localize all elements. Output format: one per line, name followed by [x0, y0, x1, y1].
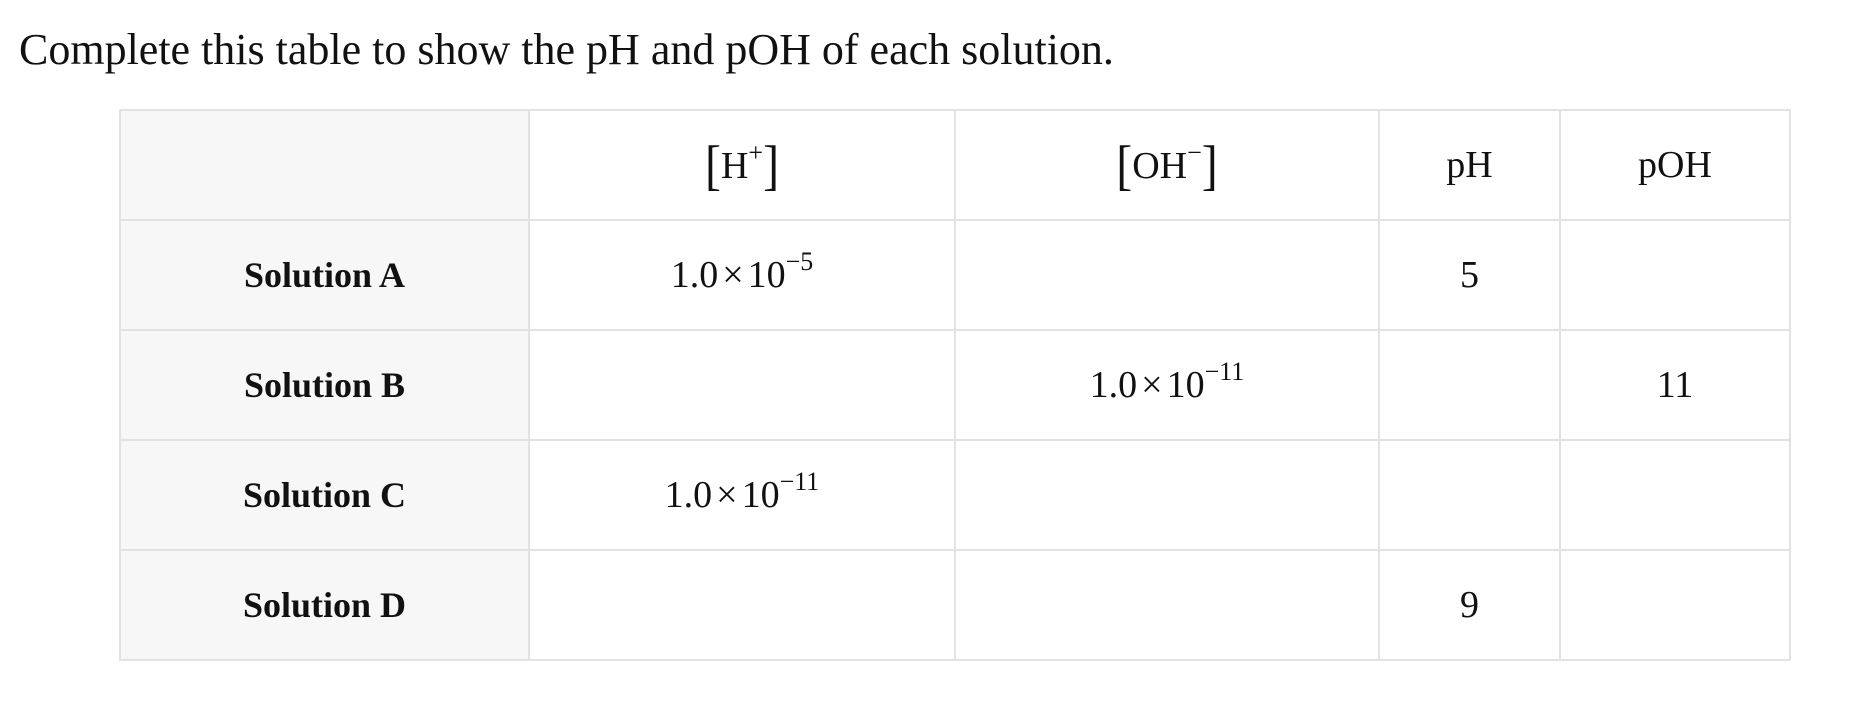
header-h-concentration: [H+] [529, 110, 955, 220]
ph-poh-table [119, 109, 1791, 661]
oh-concentration-cell: $1.0 \times 10^{-11}$ [955, 330, 1379, 440]
ph-cell: 9 [1379, 550, 1560, 660]
table-row [120, 330, 1790, 440]
table-header-row [120, 110, 1790, 220]
corner-cell [120, 110, 529, 220]
oh-concentration-cell[interactable] [955, 550, 1379, 660]
oh-concentration-cell[interactable] [955, 440, 1379, 550]
h-concentration-cell: $1.0 \times 10^{-5}$ [529, 220, 955, 330]
ph-cell[interactable] [1379, 330, 1560, 440]
header-ph: pH [1379, 110, 1560, 220]
row-label: Solution A [120, 220, 529, 330]
question-prompt: Complete this table to show the pH and pOH of each solution. [19, 25, 1114, 74]
oh-concentration-cell[interactable] [955, 220, 1379, 330]
table-row [120, 440, 1790, 550]
table-row [120, 550, 1790, 660]
table-row [120, 220, 1790, 330]
ph-cell: 5 [1379, 220, 1560, 330]
poh-cell[interactable] [1560, 220, 1790, 330]
header-poh: pOH [1560, 110, 1790, 220]
row-label: Solution D [120, 550, 529, 660]
poh-cell[interactable] [1560, 440, 1790, 550]
h-concentration-cell[interactable] [529, 330, 955, 440]
row-label: Solution C [120, 440, 529, 550]
poh-cell[interactable] [1560, 550, 1790, 660]
poh-cell: 11 [1560, 330, 1790, 440]
ph-cell[interactable] [1379, 440, 1560, 550]
h-concentration-cell[interactable] [529, 550, 955, 660]
header-oh-concentration: [OH−] [955, 110, 1379, 220]
h-concentration-cell: $1.0 \times 10^{-11}$ [529, 440, 955, 550]
row-label: Solution B [120, 330, 529, 440]
